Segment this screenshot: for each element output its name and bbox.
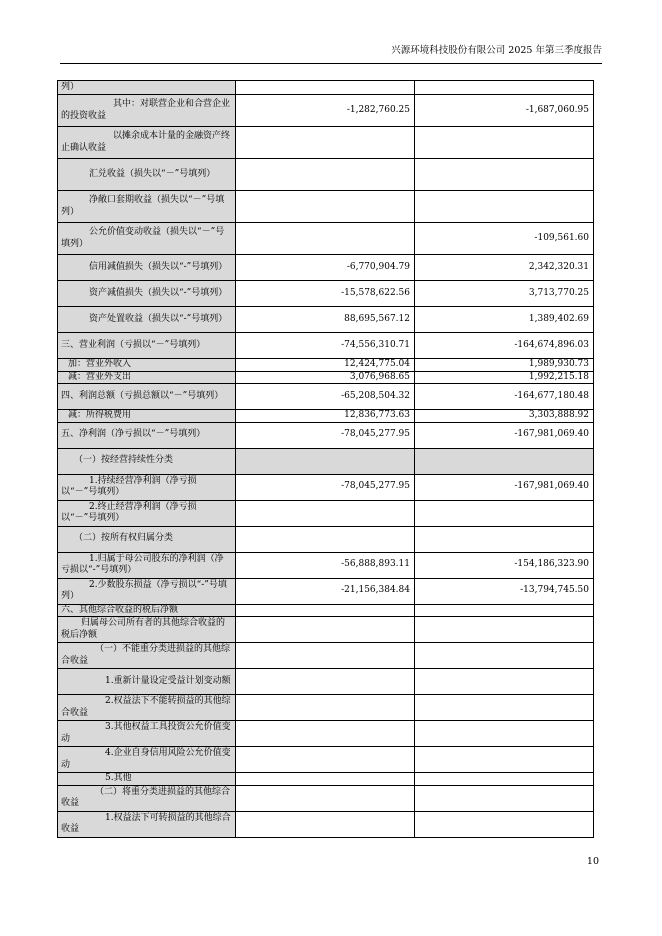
table-row [58, 785, 594, 811]
row-label: 资产减值损失（损失以“-”号填列） [58, 281, 236, 307]
prior-value [415, 500, 594, 526]
table-row [58, 695, 594, 721]
table-row [58, 159, 594, 191]
row-label: 列） [58, 81, 236, 95]
table-row [58, 643, 594, 669]
prior-value [415, 773, 594, 786]
prior-value [415, 191, 594, 223]
current-value [236, 526, 415, 552]
header-rule [60, 63, 602, 64]
income-statement-table [57, 80, 594, 838]
row-label: （二）按所有权归属分类 [58, 526, 236, 552]
row-label: 减：营业外支出 [58, 371, 236, 384]
row-label: （一）按经营持续性分类 [58, 448, 236, 474]
current-value: -1,282,760.25 [236, 95, 415, 127]
current-value [236, 448, 415, 474]
table-row [58, 191, 594, 223]
prior-value: -164,677,180.48 [415, 384, 594, 410]
table-row [58, 552, 594, 578]
prior-value: 3,713,770.25 [415, 281, 594, 307]
table-row [58, 669, 594, 695]
table-row [58, 773, 594, 786]
current-value [236, 223, 415, 255]
row-label: 2.权益法下不能转损益的其他综合收益 [58, 695, 236, 721]
current-value: -6,770,904.79 [236, 255, 415, 281]
prior-value: 2,342,320.31 [415, 255, 594, 281]
table-row [58, 333, 594, 359]
prior-value [415, 643, 594, 669]
row-label: 以摊余成本计量的金融资产终止确认收益 [58, 127, 236, 159]
report-header: 兴源环境科技股份有限公司 2025 年第三季度报告 [391, 45, 602, 56]
table-row [58, 578, 594, 604]
table-row [58, 747, 594, 773]
current-value [236, 81, 415, 95]
table-row [58, 255, 594, 281]
prior-value [415, 604, 594, 617]
table-row [58, 811, 594, 837]
table-row [58, 223, 594, 255]
current-value [236, 785, 415, 811]
table-row [58, 81, 594, 95]
row-label: 1.权益法下可转损益的其他综合收益 [58, 811, 236, 837]
prior-value: 1,992,215.18 [415, 371, 594, 384]
prior-value: -154,186,323.90 [415, 552, 594, 578]
table-row [58, 617, 594, 643]
row-label: （二）将重分类进损益的其他综合收益 [58, 785, 236, 811]
current-value: 12,836,773.63 [236, 410, 415, 423]
row-label: 信用减值损失（损失以“-”号填列） [58, 255, 236, 281]
current-value: 88,695,567.12 [236, 307, 415, 333]
row-label: 2.终止经营净利润（净亏损以“－”号填列） [58, 500, 236, 526]
prior-value: 1,389,402.69 [415, 307, 594, 333]
row-label: 资产处置收益（损失以“-”号填列） [58, 307, 236, 333]
row-label: 减：所得税费用 [58, 410, 236, 423]
current-value: -56,888,893.11 [236, 552, 415, 578]
prior-value [415, 159, 594, 191]
prior-value [415, 81, 594, 95]
prior-value: -109,561.60 [415, 223, 594, 255]
row-label: 1.归属于母公司股东的净利润（净亏损以“-”号填列） [58, 552, 236, 578]
prior-value: 3,303,888.92 [415, 410, 594, 423]
row-label: 五、净利润（净亏损以“－”号填列） [58, 422, 236, 448]
row-label: 净敞口套期收益（损失以“－”号填列） [58, 191, 236, 223]
current-value: -78,045,277.95 [236, 474, 415, 500]
prior-value [415, 747, 594, 773]
table-row [58, 604, 594, 617]
row-label: 加：营业外收入 [58, 359, 236, 372]
prior-value [415, 669, 594, 695]
row-label: 汇兑收益（损失以“－”号填列） [58, 159, 236, 191]
current-value [236, 643, 415, 669]
current-value: -21,156,384.84 [236, 578, 415, 604]
row-label: 归属母公司所有者的其他综合收益的税后净额 [58, 617, 236, 643]
prior-value [415, 785, 594, 811]
current-value: -65,208,504.32 [236, 384, 415, 410]
table-row [58, 410, 594, 423]
prior-value [415, 811, 594, 837]
current-value: 3,076,968.65 [236, 371, 415, 384]
prior-value: -164,674,896.03 [415, 333, 594, 359]
prior-value [415, 448, 594, 474]
table-row [58, 95, 594, 127]
current-value [236, 773, 415, 786]
current-value [236, 721, 415, 747]
table-row-section [58, 448, 594, 474]
current-value [236, 669, 415, 695]
table-row [58, 721, 594, 747]
table-row [58, 500, 594, 526]
prior-value: -167,981,069.40 [415, 422, 594, 448]
row-label: 5.其他 [58, 773, 236, 786]
table-row [58, 307, 594, 333]
table-row [58, 281, 594, 307]
current-value [236, 604, 415, 617]
row-label: 四、利润总额（亏损总额以“－”号填列） [58, 384, 236, 410]
prior-value [415, 617, 594, 643]
prior-value [415, 526, 594, 552]
prior-value: -167,981,069.40 [415, 474, 594, 500]
table-row [58, 371, 594, 384]
current-value [236, 695, 415, 721]
row-label: 公允价值变动收益（损失以“－”号填列） [58, 223, 236, 255]
prior-value [415, 127, 594, 159]
current-value: -78,045,277.95 [236, 422, 415, 448]
row-label: 1.重新计量设定受益计划变动额 [58, 669, 236, 695]
current-value [236, 500, 415, 526]
prior-value [415, 721, 594, 747]
table-row [58, 359, 594, 372]
table-row [58, 422, 594, 448]
row-label: 2.少数股东损益（净亏损以“-”号填列） [58, 578, 236, 604]
table-row [58, 384, 594, 410]
current-value [236, 159, 415, 191]
row-label: 1.持续经营净利润（净亏损以“－”号填列） [58, 474, 236, 500]
row-label: 其中：对联营企业和合营企业的投资收益 [58, 95, 236, 127]
row-label: 六、其他综合收益的税后净额 [58, 604, 236, 617]
table-row [58, 127, 594, 159]
row-label: 4.企业自身信用风险公允价值变动 [58, 747, 236, 773]
current-value [236, 811, 415, 837]
current-value [236, 747, 415, 773]
current-value: 12,424,775.04 [236, 359, 415, 372]
page-number: 10 [586, 856, 599, 867]
table-row [58, 526, 594, 552]
prior-value [415, 695, 594, 721]
prior-value: 1,989,930.73 [415, 359, 594, 372]
row-label: 3.其他权益工具投资公允价值变动 [58, 721, 236, 747]
current-value: -74,556,310.71 [236, 333, 415, 359]
current-value [236, 617, 415, 643]
current-value: -15,578,622.56 [236, 281, 415, 307]
row-label: 三、营业利润（亏损以“－”号填列） [58, 333, 236, 359]
current-value [236, 127, 415, 159]
prior-value: -13,794,745.50 [415, 578, 594, 604]
row-label: （一）不能重分类进损益的其他综合收益 [58, 643, 236, 669]
prior-value: -1,687,060.95 [415, 95, 594, 127]
current-value [236, 191, 415, 223]
table-row [58, 474, 594, 500]
